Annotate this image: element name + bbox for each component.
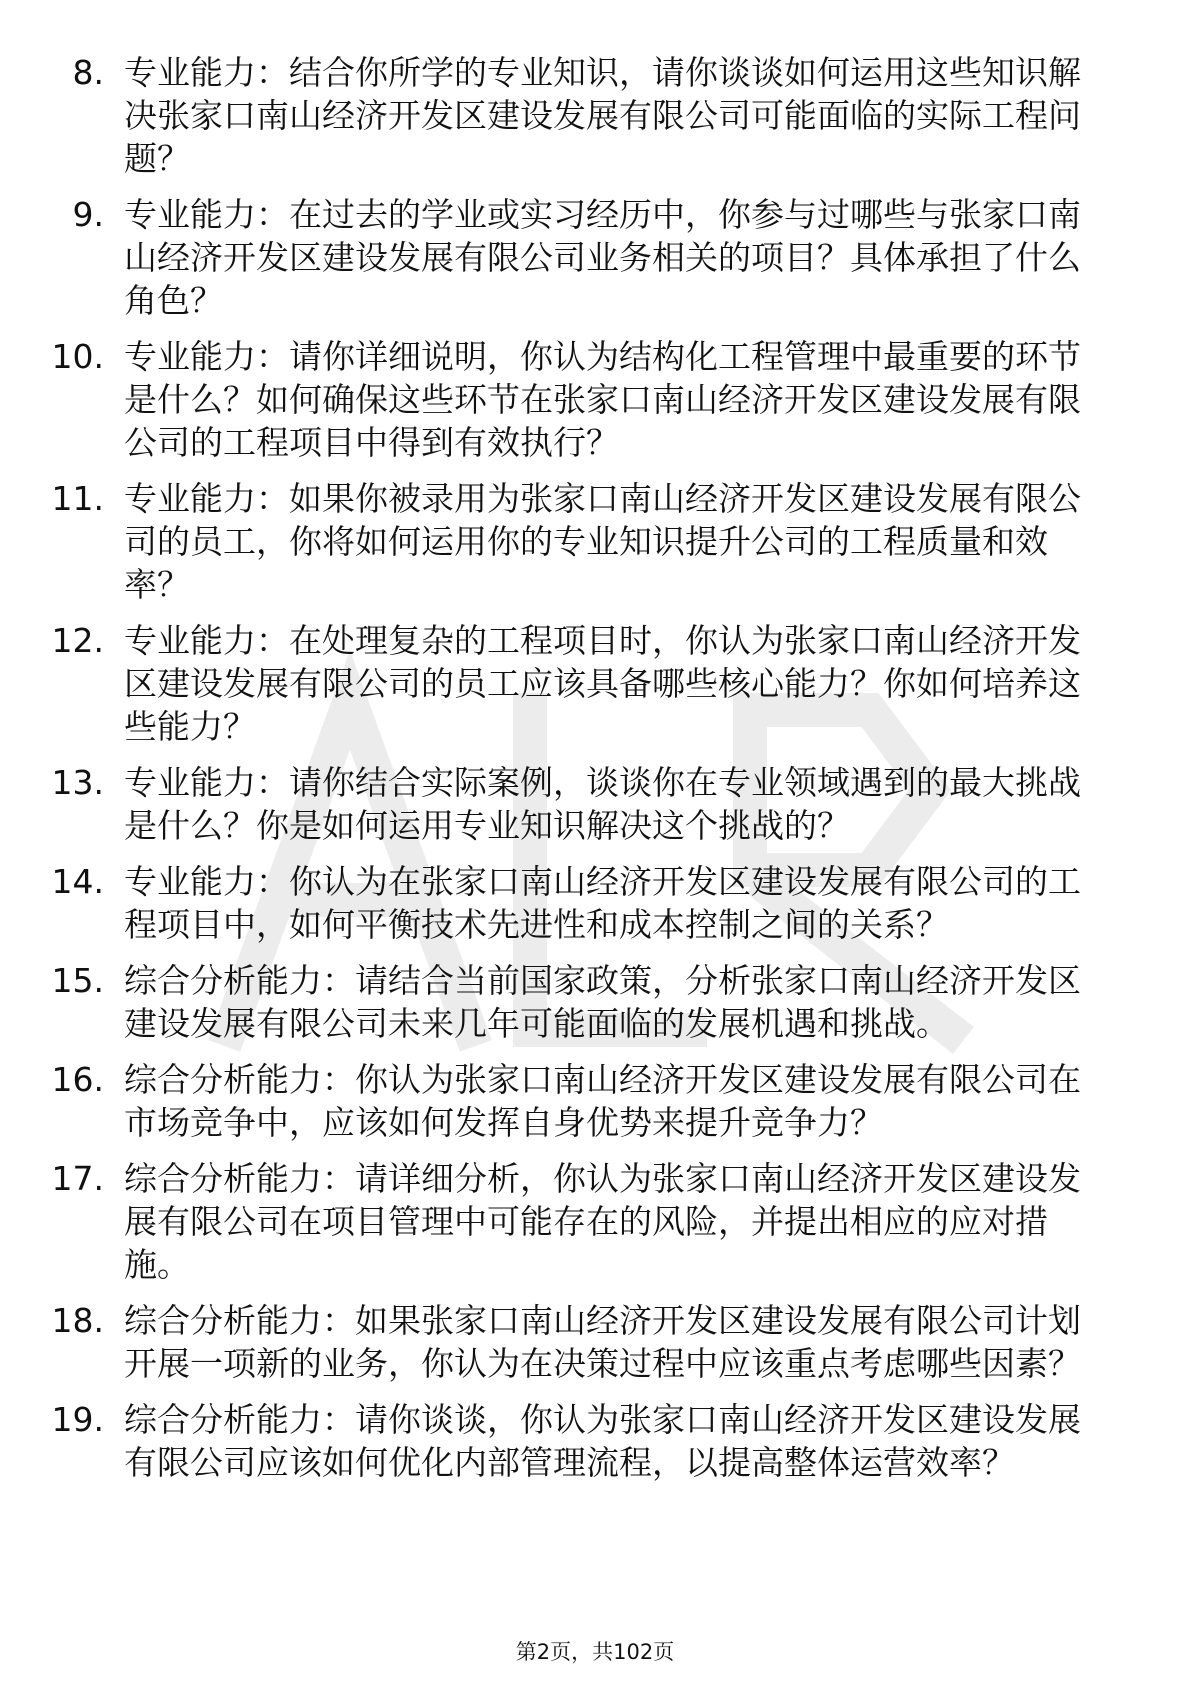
question-item [0, 1157, 1190, 1286]
question-number: 8. [72, 53, 104, 92]
page-footer: 第2页，共102页 [515, 1640, 675, 1664]
question-text: 综合分析能力：请详细分析，你认为张家口南山经济开发区建设发展有限公司在项目管理中可能存在的风险，并提出相应的应对措施。 [124, 1159, 1081, 1284]
question-number: 10. [51, 337, 104, 376]
question-text: 专业能力：你认为在张家口南山经济开发区建设发展有限公司的工程项目中，如何平衡技术先进性和成本控制之间的关系？ [124, 862, 1081, 944]
question-number: 15. [51, 961, 104, 1000]
question-item [0, 335, 1190, 464]
question-number: 13. [51, 763, 104, 802]
question-text: 专业能力：在过去的学业或实习经历中，你参与过哪些与张家口南山经济开发区建设发展有限公司业务相关的项目？具体承担了什么角色？ [124, 195, 1081, 320]
question-number: 12. [51, 621, 104, 660]
question-item [0, 1398, 1190, 1484]
question-list [0, 51, 1190, 1497]
question-item [0, 1299, 1190, 1385]
question-text: 综合分析能力：请结合当前国家政策，分析张家口南山经济开发区建设发展有限公司未来几年可能面临的发展机遇和挑战。 [124, 961, 1081, 1043]
question-item [0, 959, 1190, 1045]
question-number: 9. [72, 195, 104, 234]
question-text: 专业能力：结合你所学的专业知识，请你谈谈如何运用这些知识解决张家口南山经济开发区建设发展有限公司可能面临的实际工程问题？ [124, 53, 1081, 178]
question-item [0, 860, 1190, 946]
question-item [0, 477, 1190, 606]
question-item [0, 51, 1190, 180]
question-number: 19. [51, 1400, 104, 1439]
question-number: 17. [51, 1159, 104, 1198]
question-text: 专业能力：在处理复杂的工程项目时，你认为张家口南山经济开发区建设发展有限公司的员工应该具备哪些核心能力？你如何培养这些能力？ [124, 621, 1081, 746]
question-number: 16. [51, 1060, 104, 1099]
question-number: 11. [51, 479, 104, 518]
question-text: 综合分析能力：请你谈谈，你认为张家口南山经济开发区建设发展有限公司应该如何优化内部管理流程，以提高整体运营效率？ [124, 1400, 1081, 1482]
question-text: 综合分析能力：你认为张家口南山经济开发区建设发展有限公司在市场竞争中，应该如何发挥自身优势来提升竞争力？ [124, 1060, 1081, 1142]
question-item [0, 1058, 1190, 1144]
question-number: 14. [51, 862, 104, 901]
question-text: 专业能力：请你详细说明，你认为结构化工程管理中最重要的环节是什么？如何确保这些环节在张家口南山经济开发区建设发展有限公司的工程项目中得到有效执行？ [124, 337, 1081, 462]
question-text: 专业能力：如果你被录用为张家口南山经济开发区建设发展有限公司的员工，你将如何运用你的专业知识提升公司的工程质量和效率？ [124, 479, 1081, 604]
question-number: 18. [51, 1301, 104, 1340]
question-item [0, 761, 1190, 847]
question-text: 综合分析能力：如果张家口南山经济开发区建设发展有限公司计划开展一项新的业务，你认为在决策过程中应该重点考虑哪些因素？ [124, 1301, 1081, 1383]
question-text: 专业能力：请你结合实际案例，谈谈你在专业领域遇到的最大挑战是什么？你是如何运用专业知识解决这个挑战的？ [124, 763, 1081, 845]
question-item [0, 619, 1190, 748]
question-item [0, 193, 1190, 322]
